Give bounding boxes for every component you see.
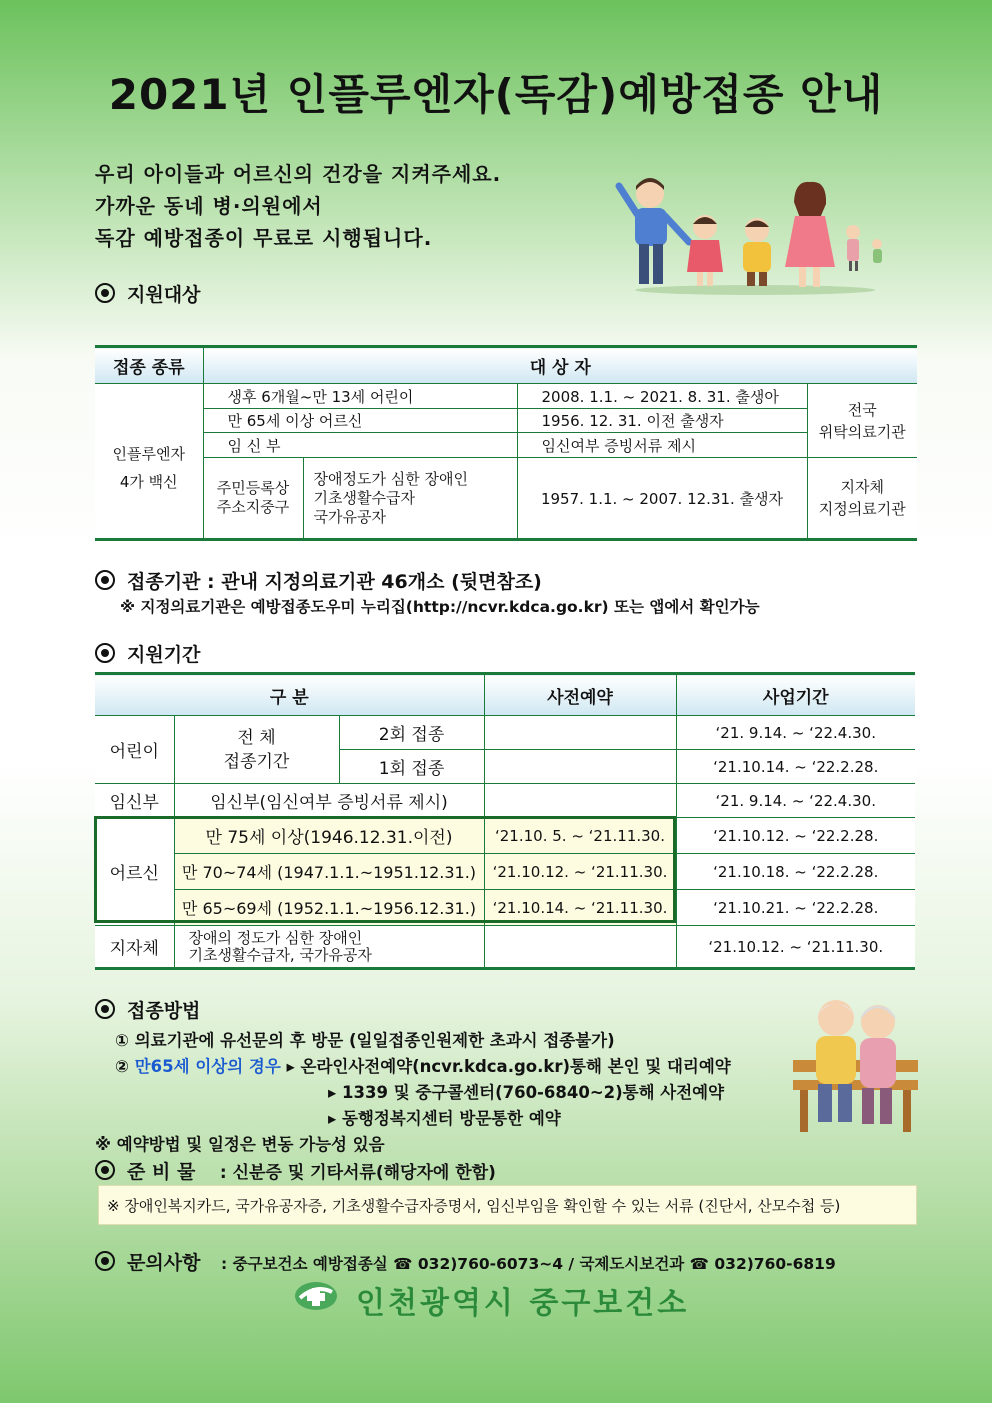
header-type: 접종 종류 <box>95 347 203 384</box>
senior-period: ‘21.10.18. ~ ‘22.2.28. <box>676 854 915 890</box>
family-illustration <box>605 172 905 297</box>
target-when: 1956. 12. 31. 이전 출생자 <box>517 409 807 433</box>
target-when: 2008. 1.1. ~ 2021. 8. 31. 출생아 <box>517 384 807 409</box>
local-period: ‘21.10.12. ~ ‘21.11.30. <box>676 926 915 969</box>
place-nationwide: 전국 위탁의료기관 <box>807 384 917 458</box>
contact-text: : 중구보건소 예방접종실 ☎ 032)760-6073~4 / 국제도시보건과 ☎ 032)760-6819 <box>221 1255 836 1273</box>
method-step-2c: ▸ 동행정복지센터 방문통한 예약 <box>328 1109 561 1128</box>
header-class: 구 분 <box>95 674 484 716</box>
child-reserve <box>484 750 676 784</box>
resident-condition: 주민등록상 주소지중구 <box>203 458 303 540</box>
header-period: 사업기간 <box>676 674 915 716</box>
page-title: 2021년 인플루엔자(독감)예방접종 안내 <box>108 70 884 119</box>
section-target-heading: 지원대상 <box>95 280 200 307</box>
target-who: 임 신 부 <box>203 433 517 458</box>
health-center-logo-icon <box>294 1280 338 1312</box>
senior-desc: 만 70~74세 (1947.1.1.~1951.12.31.) <box>174 854 484 890</box>
senior-reserve: ‘21.10.12. ~ ‘21.11.30. <box>484 854 676 890</box>
method-note: ※ 예약방법 및 일정은 변동 가능성 있음 <box>95 1135 385 1154</box>
header-target: 대 상 자 <box>203 347 917 384</box>
group-pregnant: 임신부 <box>95 784 174 818</box>
place-local: 지자체 지정의료기관 <box>807 458 917 540</box>
place-note: ※ 지정의료기관은 예방접종도우미 누리집(http://ncvr.kdca.go.kr) 또는 앱에서 확인가능 <box>120 598 760 616</box>
prep-heading: 준 비 물 : 신분증 및 기타서류(해당자에 한함) <box>95 1157 496 1184</box>
child-reserve <box>484 716 676 750</box>
method-step-2b: ▸ 1339 및 중구콜센터(760-6840~2)통해 사전예약 <box>328 1083 725 1102</box>
child-all-period: 전 체 접종기간 <box>174 716 339 784</box>
target-table <box>95 345 917 541</box>
pregnant-reserve <box>484 784 676 818</box>
senior-period: ‘21.10.12. ~ ‘22.2.28. <box>676 818 915 854</box>
method-step-2: ② 만65세 이상의 경우 ▸ 온라인사전예약(ncvr.kdca.go.kr)통해 본인 및 대리예약 <box>115 1057 731 1076</box>
section-method-heading: 접종방법 <box>95 996 200 1023</box>
elderly-couple-illustration <box>788 990 923 1135</box>
senior-desc: 만 75세 이상(1946.12.31.이전) <box>174 818 484 854</box>
prep-document-list: ※ 장애인복지카드, 국가유공자증, 기초생활수급자증명서, 임신부임을 확인할 수 있는 서류 (진단서, 산모수첩 등) <box>98 1185 917 1225</box>
bullet-icon <box>95 999 115 1019</box>
group-local: 지자체 <box>95 926 174 969</box>
target-when: 임신여부 증빙서류 제시 <box>517 433 807 458</box>
child-two-dose-period: ‘21. 9.14. ~ ‘22.4.30. <box>676 716 915 750</box>
target-who: 만 65세 이상 어르신 <box>203 409 517 433</box>
group-child: 어린이 <box>95 716 174 784</box>
local-desc: 장애의 정도가 심한 장애인 기초생활수급자, 국가유공자 <box>174 926 484 969</box>
organization-name: 인천광역시 중구보건소 <box>356 1286 690 1321</box>
method-highlight: 만65세 이상의 경우 <box>134 1057 281 1076</box>
child-one-dose: 1회 접종 <box>339 750 484 784</box>
bullet-icon <box>95 570 115 590</box>
target-who: 생후 6개월~만 13세 어린이 <box>203 384 517 409</box>
intro-line: 독감 예방접종이 무료로 시행됩니다. <box>95 226 433 250</box>
header-reserve: 사전예약 <box>484 674 676 716</box>
period-table <box>95 672 915 970</box>
intro-line: 우리 아이들과 어르신의 건강을 지켜주세요. <box>95 162 502 186</box>
section-period-heading: 지원기간 <box>95 640 200 667</box>
pregnant-period: ‘21. 9.14. ~ ‘22.4.30. <box>676 784 915 818</box>
prep-text: : 신분증 및 기타서류(해당자에 한함) <box>219 1163 496 1183</box>
special-when: 1957. 1.1. ~ 2007. 12.31. 출생자 <box>517 458 807 540</box>
vaccine-type: 인플루엔자 4가 백신 <box>95 384 203 540</box>
section-place-heading: 접종기관 : 관내 지정의료기관 46개소 (뒷면참조) <box>95 567 542 594</box>
senior-desc: 만 65~69세 (1952.1.1.~1956.12.31.) <box>174 890 484 926</box>
pregnant-desc: 임신부(임신여부 증빙서류 제시) <box>174 784 484 818</box>
group-senior: 어르신 <box>95 818 174 926</box>
bullet-icon <box>95 1160 115 1180</box>
child-one-dose-period: ‘21.10.14. ~ ‘22.2.28. <box>676 750 915 784</box>
senior-reserve: ‘21.10.14. ~ ‘21.11.30. <box>484 890 676 926</box>
special-groups: 장애정도가 심한 장애인 기초생활수급자 국가유공자 <box>303 458 517 540</box>
contact-heading: 문의사항 : 중구보건소 예방접종실 ☎ 032)760-6073~4 / 국제도시보건과 ☎ 032)760-6819 <box>95 1248 836 1275</box>
bullet-icon <box>95 1251 115 1271</box>
senior-reserve: ‘21.10. 5. ~ ‘21.11.30. <box>484 818 676 854</box>
method-step-1: ① 의료기관에 유선문의 후 방문 (일일접종인원제한 초과시 접종불가) <box>115 1031 615 1050</box>
intro-line: 가까운 동네 병·의원에서 <box>95 194 323 218</box>
bullet-icon <box>95 283 115 303</box>
child-two-dose: 2회 접종 <box>339 716 484 750</box>
bullet-icon <box>95 643 115 663</box>
senior-period: ‘21.10.21. ~ ‘22.2.28. <box>676 890 915 926</box>
intro-text <box>95 158 501 254</box>
local-reserve <box>484 926 676 969</box>
